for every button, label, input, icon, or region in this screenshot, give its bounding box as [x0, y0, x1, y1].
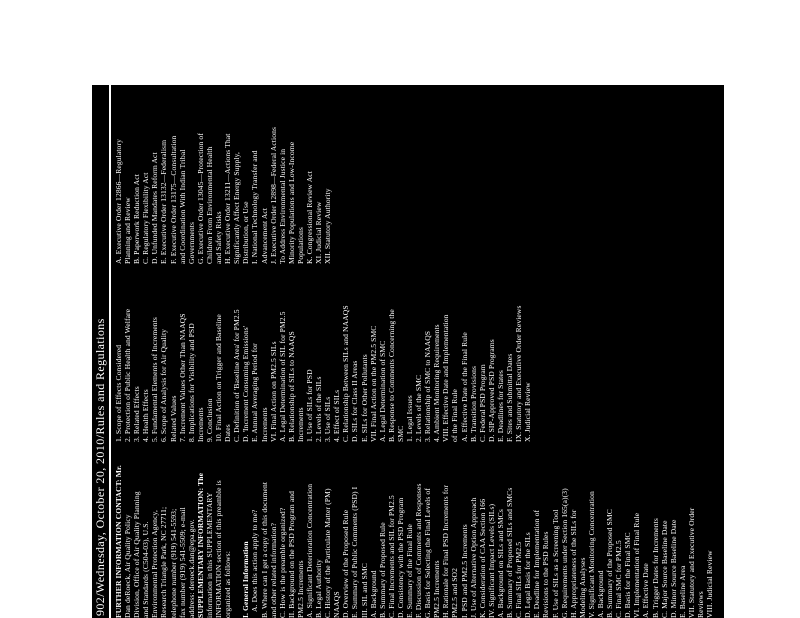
text-line: E. Executive Order 13132—Federalism — [159, 139, 169, 264]
text-line: III. SIL and SMC — [359, 563, 369, 618]
text-line: 7. Increment Values Other Than NAAQS — [177, 313, 187, 442]
text-line: and other related information? — [268, 522, 278, 618]
text-line: B. Response to Comments Concerning the — [386, 309, 396, 442]
text-line: H. Executive Order 13211—Actions That — [223, 133, 233, 264]
text-line: 2. Levels of the SMC — [414, 374, 424, 442]
text-line: D. Consistency with the PSD Program — [395, 497, 405, 618]
text-line: I. National Technology Transfer and — [250, 150, 260, 264]
text-line: D. Minor Source Baseline Date — [668, 519, 678, 618]
text-line: Reviews — [696, 591, 705, 618]
text-line: C. History of the Particulate Matter (PM) — [323, 488, 333, 618]
text-line: Increments — [195, 407, 205, 442]
text-line: D. Unfunded Mandates Reform Act — [150, 152, 160, 264]
text-line: C. Final SMC for PM2.5 — [614, 540, 624, 618]
text-line: G. Requirements under Section 165(a)(3) — [559, 488, 569, 618]
text-line: 1. Scope of Effects Considered — [114, 344, 123, 442]
text-line: 10. Final Action on Trigger and Baseline — [214, 314, 224, 442]
text-line: 1. Legal Issues — [405, 395, 414, 442]
text-line: A. Significant Deterioration Concentration — [304, 483, 314, 618]
text-line: B. Trigger Dates for Increments — [650, 518, 660, 618]
text-line: FURTHER INFORMATION CONTACT: Mr. — [114, 465, 123, 618]
text-line — [232, 450, 241, 618]
text-line: 2. Levels of the SILs — [314, 376, 324, 442]
text-line: Governments — [186, 221, 196, 264]
text-line: C. Final Increments and SIL for PM2.5 — [386, 495, 396, 618]
text-line: IV. Significant Impact Levels (SILs) — [486, 503, 496, 618]
header-page-number: 902 — [93, 596, 107, 616]
text-line: organized as follows: — [223, 551, 233, 618]
text-line: J. Executive Order 12898—Federal Actions — [268, 126, 278, 264]
text-line: B. Summary of Proposed SILs and SMCs — [505, 487, 515, 618]
text-line: C. Federal PSD Program — [477, 364, 487, 442]
text-line: fax number (919) 541-5509; e-mail — [177, 507, 187, 618]
text-line: A. Legal Determination of SIL for PM2.5 — [277, 311, 287, 442]
text-line: and Standards (C504-03), U.S. — [141, 521, 151, 618]
rotated-document-scan — [92, 85, 724, 618]
text-line: Planning and Review — [123, 197, 133, 264]
text-line: H. Rationale for Final PSD Increments for — [441, 485, 451, 618]
text-line: I. General Information — [241, 541, 251, 618]
text-line: Increments — [259, 407, 269, 442]
text-line: XII. Statutory Authority — [323, 188, 333, 264]
text-line: address: deroeck.dan@epa.gov. — [186, 519, 196, 618]
text-line: Significantly Affect Energy Supply, — [232, 152, 242, 264]
text-column-3 — [114, 85, 724, 264]
header-section: Rules and Regulations — [93, 318, 107, 435]
text-line: 4. Effect of SILs — [332, 389, 342, 442]
text-line: C. Regulatory Flexibility Act — [141, 172, 151, 264]
header-rule — [109, 85, 111, 618]
text-line: and Coordination With Indian Tribal — [177, 149, 187, 264]
text-line: 4. Ambient Monitoring Requirements — [432, 324, 442, 442]
text-line: X. Judicial Review — [523, 382, 533, 442]
text-line: A. Does this action apply to me? — [250, 509, 260, 612]
text-line: E. Annual Averaging Period for — [250, 343, 260, 442]
text-line: To Address Environmental Justice in — [277, 148, 287, 264]
text-line: C. How is the preamble organized? — [277, 507, 287, 618]
text-line: 4. Health Effects — [141, 389, 151, 442]
text-line: E. Summary of Public Comments (PSD) I — [350, 486, 360, 618]
text-line: C. Final SILs for PM2.5 — [514, 541, 524, 618]
text-line: VI. Implementation of Final Rule — [632, 512, 642, 618]
text-line: B. Where can I get a copy of this document — [259, 481, 269, 618]
text-line: J. Use of Alternative Option Approach — [468, 497, 478, 618]
text-line: A. Background — [368, 570, 378, 618]
text-line: Environmental Protection Agency, — [150, 510, 160, 618]
text-line: XI. Judicial Review — [314, 201, 324, 264]
text-line: A. Effective Date — [641, 563, 651, 618]
text-line: and Safety Risks — [214, 211, 224, 264]
text-line: I. PSD and PM2.5 Increments — [459, 524, 469, 618]
text-line: Dates — [223, 424, 233, 442]
text-line: 2. Protection of Public Health and Welfare — [123, 308, 133, 442]
text-line: of the Final Rule — [450, 389, 460, 442]
text-line: VII. Final Action on the PM2.5 SMC — [368, 325, 378, 442]
text-line: Related Values — [168, 395, 178, 442]
text-line: IX. Statutory and Executive Order Reviews — [514, 305, 524, 442]
text-line: Increments — [295, 407, 305, 442]
text-line: G. Basis for Selecting the Final Levels of — [423, 488, 433, 618]
text-line: Minority Populations and Low-Income — [286, 141, 296, 264]
text-line: B. Transition Provisions — [468, 365, 478, 442]
header-date: Wednesday, October 20, 2010 — [93, 438, 107, 594]
text-line: telephone number (919) 541-5593; — [168, 508, 178, 618]
text-line: B. Summary of the Proposed SMC — [605, 509, 615, 618]
text-line: D. Legal Basis for the SILs — [523, 532, 533, 618]
text-line: Distribution, or Use — [241, 201, 251, 264]
text-column-1 — [114, 450, 724, 618]
text-line: information in this SUPPLEMENTARY — [204, 492, 214, 618]
text-line: B. Legal Authority — [314, 559, 324, 618]
text-line: Research Triangle Park, NC 27711; — [159, 506, 169, 618]
text-line: SUPPLEMENTARY INFORMATION: The — [195, 472, 205, 618]
text-line: V. Significant Monitoring Concentration — [586, 491, 596, 618]
text-line: VII. Statutory and Executive Order — [686, 507, 696, 618]
text-line: 3. Related Effects — [132, 386, 142, 442]
text-line: K. Consideration of CAA Section 166 — [477, 498, 487, 618]
text-line: D. SILs for Class II Areas — [350, 360, 360, 442]
text-line: 3. Use of SILs — [323, 396, 333, 442]
text-line: K. Congressional Review Act — [304, 171, 314, 264]
text-line: B. Summary of Proposed Rule — [377, 522, 387, 618]
text-line: 1. Use of SILs for PSD — [304, 369, 314, 442]
text-line: D. Basis for the Final SMC — [623, 532, 633, 618]
text-line: Children From Environmental Health — [204, 146, 214, 264]
text-line: NAAQS — [332, 591, 342, 618]
text-line: H. Appropriateness of the SILs for — [568, 509, 578, 618]
text-line: Revisions to the PSD Rules — [541, 531, 551, 618]
text-line: C. Relationship Between SILs and NAAQS — [341, 305, 351, 442]
document-content — [92, 85, 724, 618]
text-line: PM2.5 and SO2 — [450, 567, 460, 618]
text-line: VIII. Effective Date and Implementation — [441, 314, 451, 442]
text-line: E. Summary of the Final Rule — [405, 524, 414, 618]
text-line: VIII. Judicial Review — [705, 550, 715, 618]
text-line: 6. Scope of Analysis for Air Quality — [159, 328, 169, 442]
text-line: D. Overview of the Proposed Rule — [341, 509, 351, 618]
text-line: F. Executive Order 13175—Consultation — [168, 135, 178, 264]
text-line: Advancement Act — [259, 207, 269, 264]
text-line: A. Legal Determination of SMC — [377, 340, 387, 442]
text-line: G. Executive Order 13045—Protection of — [195, 133, 205, 264]
text-column-2 — [114, 272, 724, 442]
text-line: F. Sites and Submittal Dates — [505, 353, 515, 442]
running-header: 902/Wednesday, October 20, 2010/Rules and Regulations — [93, 318, 107, 616]
text-line: Dan deRoeck, Air Quality Policy — [123, 514, 133, 618]
text-line: E. SILs for Other Pollutants — [359, 354, 369, 442]
text-line: PM2.5 Increments — [295, 560, 305, 618]
text-line: B. Relationship of SILs to NAAQS — [286, 331, 296, 442]
text-line: INFORMATION section of this preamble is — [214, 480, 224, 618]
text-line: 9. Conclusion — [204, 398, 214, 442]
text-line: SMC — [395, 425, 405, 442]
text-line: E. Deadlines for States — [495, 370, 505, 442]
text-line: F. Discussion of Comments and Responses — [414, 483, 424, 618]
text-line: C. Major Source Baseline Date — [659, 520, 669, 618]
text-line: Division, Office of Air Quality Planning — [132, 491, 142, 618]
text-line: D. 'Increment Consuming Emissions' — [241, 325, 251, 442]
text-line: E. Baseline Area — [677, 565, 687, 618]
text-line: E. Deadline for Implementation of — [532, 509, 542, 618]
text-line: A. Effective Date of the Final Rule — [459, 332, 469, 442]
text-line: F. Use of SILs as a Screening Tool — [550, 509, 560, 618]
text-line: II. Background on the PSD Program and — [286, 490, 296, 618]
text-line: 3. Relationship of SMC to NAAQS — [423, 330, 433, 442]
text-line: A. Background — [595, 570, 605, 618]
text-line: 5. Fundamental Elements of Increments — [150, 317, 160, 442]
text-line: D. SIP-Approved PSD Programs — [486, 339, 496, 442]
text-line: Modeling Analyses — [577, 557, 587, 618]
text-line: C. Definition of 'Baseline Area' for PM2.5 — [232, 309, 242, 442]
text-line: PM2.5 Increments — [432, 560, 442, 618]
text-line: 8. Implications for Visibility and PSD — [186, 323, 196, 442]
text-line: A. Executive Order 12866—Regulatory — [114, 139, 123, 264]
text-line: Populations — [295, 227, 305, 264]
text-line: B. Paperwork Reduction Act — [132, 174, 142, 264]
text-line: VI. Final Action on PM2.5 SILs — [268, 341, 278, 442]
text-line: A. Background on SILs and SMCs — [495, 509, 505, 618]
